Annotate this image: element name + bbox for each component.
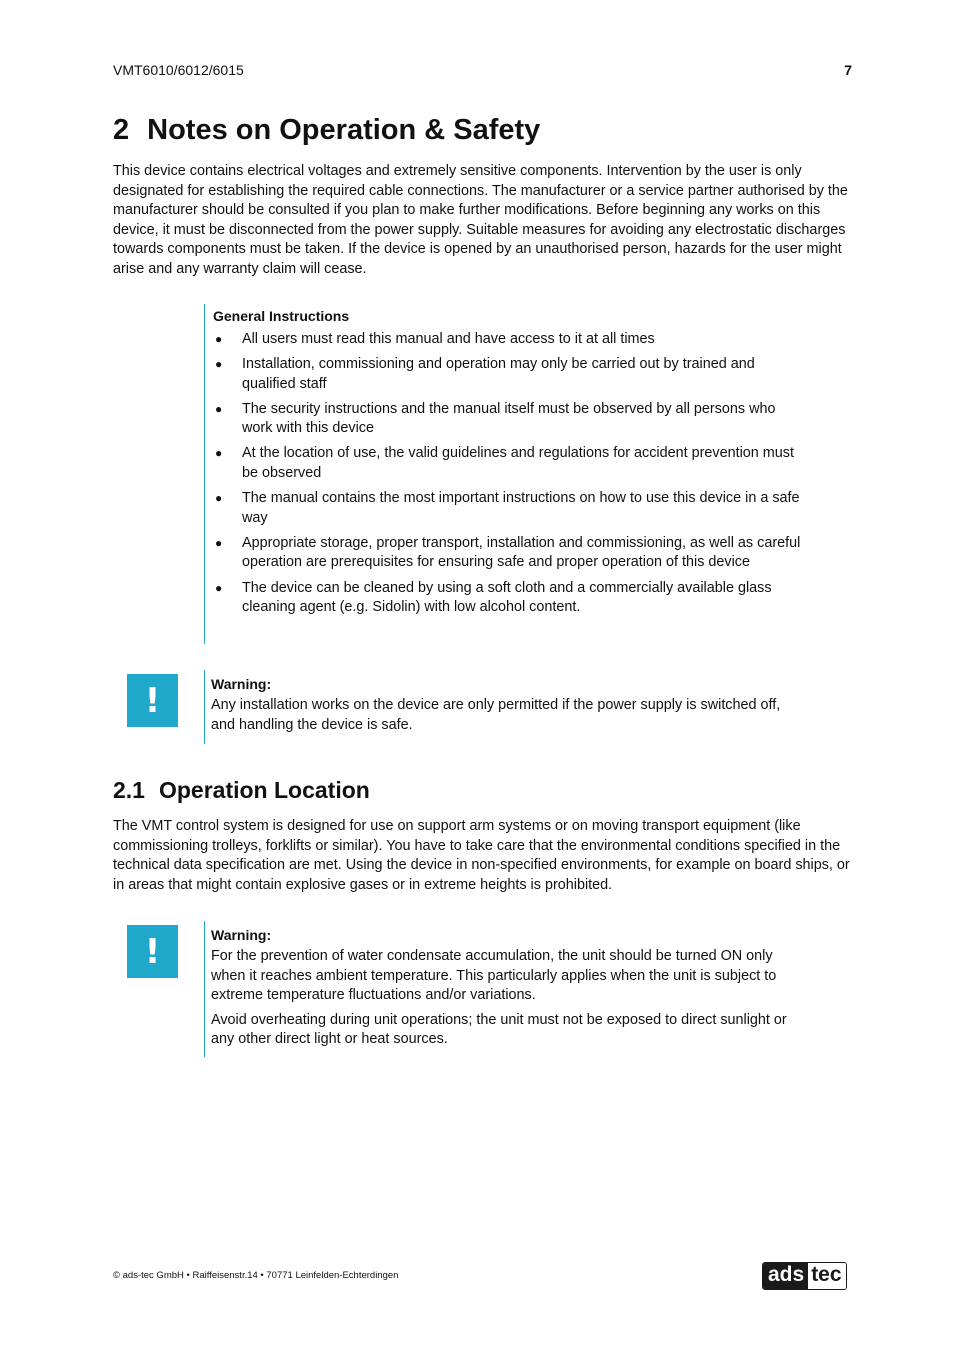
list-item: ● At the location of use, the valid guidelines and regulations for accident prevention must be observed bbox=[215, 445, 794, 482]
bullet-icon: ● bbox=[215, 446, 223, 461]
warning-box bbox=[204, 670, 804, 744]
list-item: ● The manual contains the most important instructions on how to use this device in a safe way bbox=[215, 490, 800, 526]
warning-box bbox=[204, 921, 804, 1057]
bullet-icon: ● bbox=[215, 332, 223, 346]
bullet-icon: ● bbox=[215, 357, 223, 372]
logo-part-ads: ads bbox=[763, 1263, 808, 1289]
header-page-number: 7 bbox=[844, 62, 852, 78]
bullet-icon: ● bbox=[215, 491, 223, 506]
bullet-icon: ● bbox=[215, 401, 223, 416]
header-doc-id: VMT6010/6012/6015 bbox=[113, 62, 244, 78]
section-heading bbox=[113, 113, 540, 148]
list-item: ● The device can be cleaned by using a soft cloth and a commercially available glass cleaning agent (e.g. Sidolin) with low alcohol content. bbox=[215, 579, 772, 616]
section-intro: This device contains electrical voltages and extremely sensitive components. Intervention by the user is only designated for establishing the required cable connections. The manufacturer or a service partner authorised by the manufacturer should be consulted if you plan to make further modifications. Before beginning any works on this device, it must be disconnected from the power supply. Suitable measures for avoiding any electrostatic discharges towards components must be taken. If the device is opened by an unauthorised person, hazards for the user might arise and any warranty claim will cease. bbox=[113, 163, 848, 277]
warning-exclamation-icon: ! bbox=[127, 674, 178, 727]
warning-text: Avoid overheating during unit operations; the unit must not be exposed to direct sunlight or any other direct light or heat sources. bbox=[211, 1011, 787, 1048]
list-item: ● All users must read this manual and have access to it at all times bbox=[213, 330, 804, 350]
general-instructions-box bbox=[204, 304, 804, 644]
subsection-text: The VMT control system is designed for use on support arm systems or on moving transport equipment (like commissioning trolleys, forklifts or similar). You have to take care that the environmental conditions specified in the technical data specification are met. Using the device in non-specified environments, for example on board ships, or in areas that might contain explosive gases or in extreme heights is prohibited. bbox=[113, 818, 850, 893]
subsection-number: 2.1 bbox=[113, 777, 145, 803]
logo-part-tec: tec bbox=[808, 1263, 845, 1289]
warning-text: Any installation works on the device are only permitted if the power supply is switched off, and handling the device is safe. bbox=[211, 697, 781, 733]
list-item: ● The security instructions and the manual itself must be observed by all persons who work with this device bbox=[215, 400, 776, 437]
subsection-heading bbox=[113, 777, 370, 805]
general-instructions-list bbox=[213, 330, 804, 618]
ads-tec-logo bbox=[762, 1262, 847, 1290]
subsection-title: Operation Location bbox=[158, 777, 370, 803]
warning-label: Warning: bbox=[211, 927, 272, 943]
section-title: Notes on Operation & Safety bbox=[147, 114, 541, 146]
warning-text: For the prevention of water condensate accumulation, the unit should be turned ON only when it reaches ambient temperature. This particularly applies when the unit is subject to extreme temperature fluctuations and/or variations. bbox=[211, 948, 777, 1004]
warning-label: Warning: bbox=[211, 676, 272, 692]
list-item: ● Installation, commissioning and operation may only be carried out by trained and qualified staff bbox=[215, 356, 755, 392]
list-item: ● Appropriate storage, proper transport, installation and commissioning, as well as careful operation are prerequisites for ensuring safe and proper operation of this device bbox=[215, 534, 801, 571]
footer-text: © ads-tec GmbH • Raiffeisenstr.14 • 70771 Leinfelden-Echterdingen bbox=[113, 1270, 399, 1281]
bullet-icon: ● bbox=[215, 535, 223, 550]
section-number: 2 bbox=[113, 114, 130, 146]
general-instructions-title: General Instructions bbox=[213, 308, 350, 324]
bullet-icon: ● bbox=[215, 580, 223, 595]
warning-exclamation-icon: ! bbox=[127, 925, 178, 978]
